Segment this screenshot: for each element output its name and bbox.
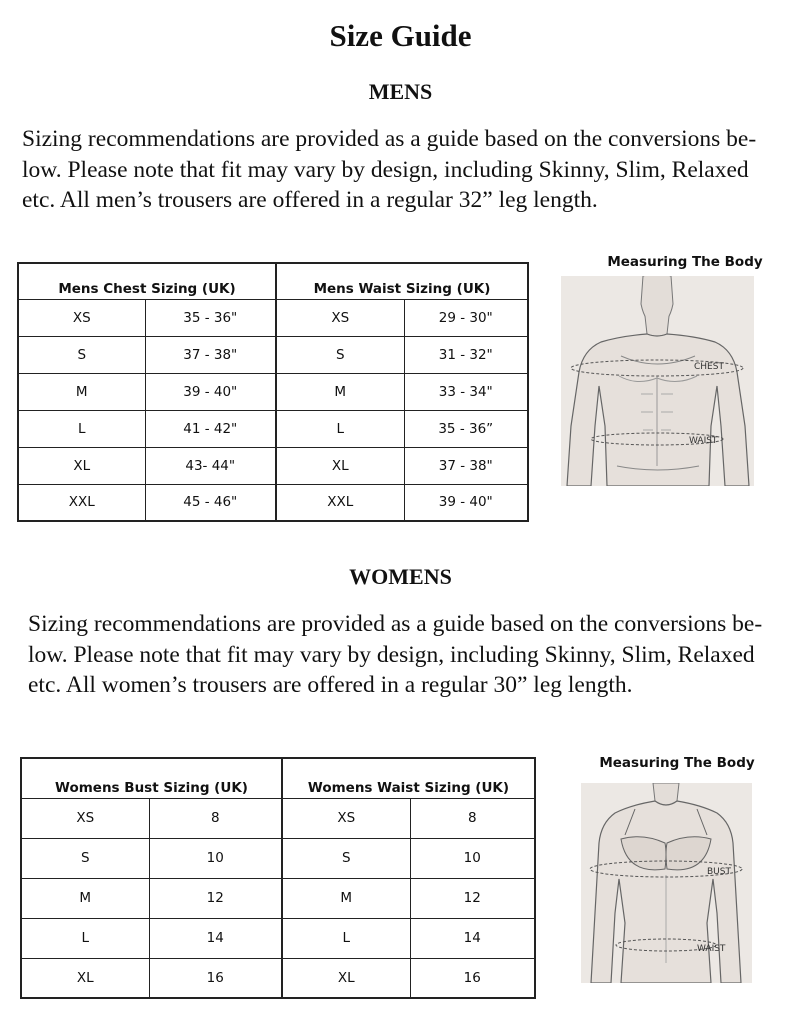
- womens-body-figure: [581, 783, 752, 983]
- size-cell: S: [282, 838, 410, 878]
- size-cell: L: [282, 918, 410, 958]
- mens-heading: MENS: [368, 79, 433, 104]
- size-cell: M: [276, 373, 404, 410]
- measurement-cell: 12: [149, 878, 282, 918]
- mens-chest-header: Mens Chest Sizing (UK): [18, 263, 276, 299]
- measurement-cell: 8: [410, 798, 535, 838]
- measurement-cell: 33 - 34": [404, 373, 528, 410]
- measurement-cell: 39 - 40": [404, 484, 528, 521]
- table-row: [18, 484, 528, 521]
- womens-heading: WOMENS: [349, 564, 452, 589]
- measurement-cell: 37 - 38": [145, 336, 276, 373]
- measurement-cell: 16: [410, 958, 535, 998]
- size-cell: XL: [276, 447, 404, 484]
- measurement-cell: 14: [149, 918, 282, 958]
- mens-description-line: Sizing recommendations are provided as a guide based on the conversions be-: [22, 126, 757, 152]
- size-cell: XL: [282, 958, 410, 998]
- size-cell: S: [276, 336, 404, 373]
- size-cell: S: [18, 336, 145, 373]
- table-row: [18, 299, 528, 336]
- mens-description-line: etc. All men’s trousers are offered in a regular 32” leg length.: [22, 187, 598, 213]
- measurement-cell: 12: [410, 878, 535, 918]
- measurement-cell: 37 - 38": [404, 447, 528, 484]
- womens-waist-header: Womens Waist Sizing (UK): [282, 758, 535, 798]
- womens-description-line: low. Please note that fit may vary by design, including Skinny, Slim, Relaxed: [28, 641, 755, 668]
- table-row: [21, 878, 535, 918]
- measurement-cell: 41 - 42": [145, 410, 276, 447]
- size-cell: XS: [21, 798, 149, 838]
- table-header-row: [18, 263, 528, 299]
- size-cell: XXL: [18, 484, 145, 521]
- table-header-row: [21, 758, 535, 798]
- waist-label: WAIST: [689, 436, 718, 446]
- size-cell: L: [21, 918, 149, 958]
- size-cell: XL: [18, 447, 145, 484]
- measurement-cell: 45 - 46": [145, 484, 276, 521]
- mens-description-line: low. Please note that fit may vary by design, including Skinny, Slim, Relaxed: [22, 156, 749, 183]
- size-cell: L: [18, 410, 145, 447]
- table-row: [18, 447, 528, 484]
- womens-description-line: Sizing recommendations are provided as a guide based on the conversions be-: [28, 611, 763, 637]
- page-title: Size Guide: [329, 18, 472, 53]
- measurement-cell: 31 - 32": [404, 336, 528, 373]
- table-row: [18, 336, 528, 373]
- mens-size-table: [17, 262, 529, 522]
- waist-label: WAIST: [697, 944, 726, 954]
- measurement-cell: 14: [410, 918, 535, 958]
- womens-figure-title: Measuring The Body: [599, 755, 755, 771]
- measurement-cell: 8: [149, 798, 282, 838]
- size-cell: M: [282, 878, 410, 918]
- mens-waist-header: Mens Waist Sizing (UK): [276, 263, 528, 299]
- measurement-cell: 35 - 36”: [404, 410, 528, 447]
- measurement-cell: 29 - 30": [404, 299, 528, 336]
- table-row: [21, 958, 535, 998]
- size-cell: L: [276, 410, 404, 447]
- mens-figure-title: Measuring The Body: [607, 254, 763, 270]
- size-cell: M: [21, 878, 149, 918]
- table-row: [21, 798, 535, 838]
- table-row: [18, 410, 528, 447]
- womens-bust-header: Womens Bust Sizing (UK): [21, 758, 282, 798]
- size-cell: XS: [276, 299, 404, 336]
- size-cell: M: [18, 373, 145, 410]
- female-torso-illustration: [581, 783, 752, 983]
- size-cell: XS: [282, 798, 410, 838]
- male-torso-illustration: [561, 276, 754, 486]
- size-cell: S: [21, 838, 149, 878]
- bust-label: BUST: [707, 867, 731, 877]
- womens-description-line: etc. All women’s trousers are offered in a regular 30” leg length.: [28, 672, 633, 698]
- table-row: [18, 373, 528, 410]
- table-row: [21, 838, 535, 878]
- chest-label: CHEST: [694, 362, 724, 372]
- womens-size-table: [20, 757, 536, 999]
- mens-description: [22, 124, 778, 216]
- mens-body-figure: [561, 276, 754, 486]
- measurement-cell: 35 - 36": [145, 299, 276, 336]
- womens-description: [28, 609, 778, 701]
- measurement-cell: 10: [410, 838, 535, 878]
- measurement-cell: 10: [149, 838, 282, 878]
- size-cell: XS: [18, 299, 145, 336]
- measurement-cell: 43- 44": [145, 447, 276, 484]
- size-cell: XXL: [276, 484, 404, 521]
- measurement-cell: 39 - 40": [145, 373, 276, 410]
- measurement-cell: 16: [149, 958, 282, 998]
- table-row: [21, 918, 535, 958]
- size-cell: XL: [21, 958, 149, 998]
